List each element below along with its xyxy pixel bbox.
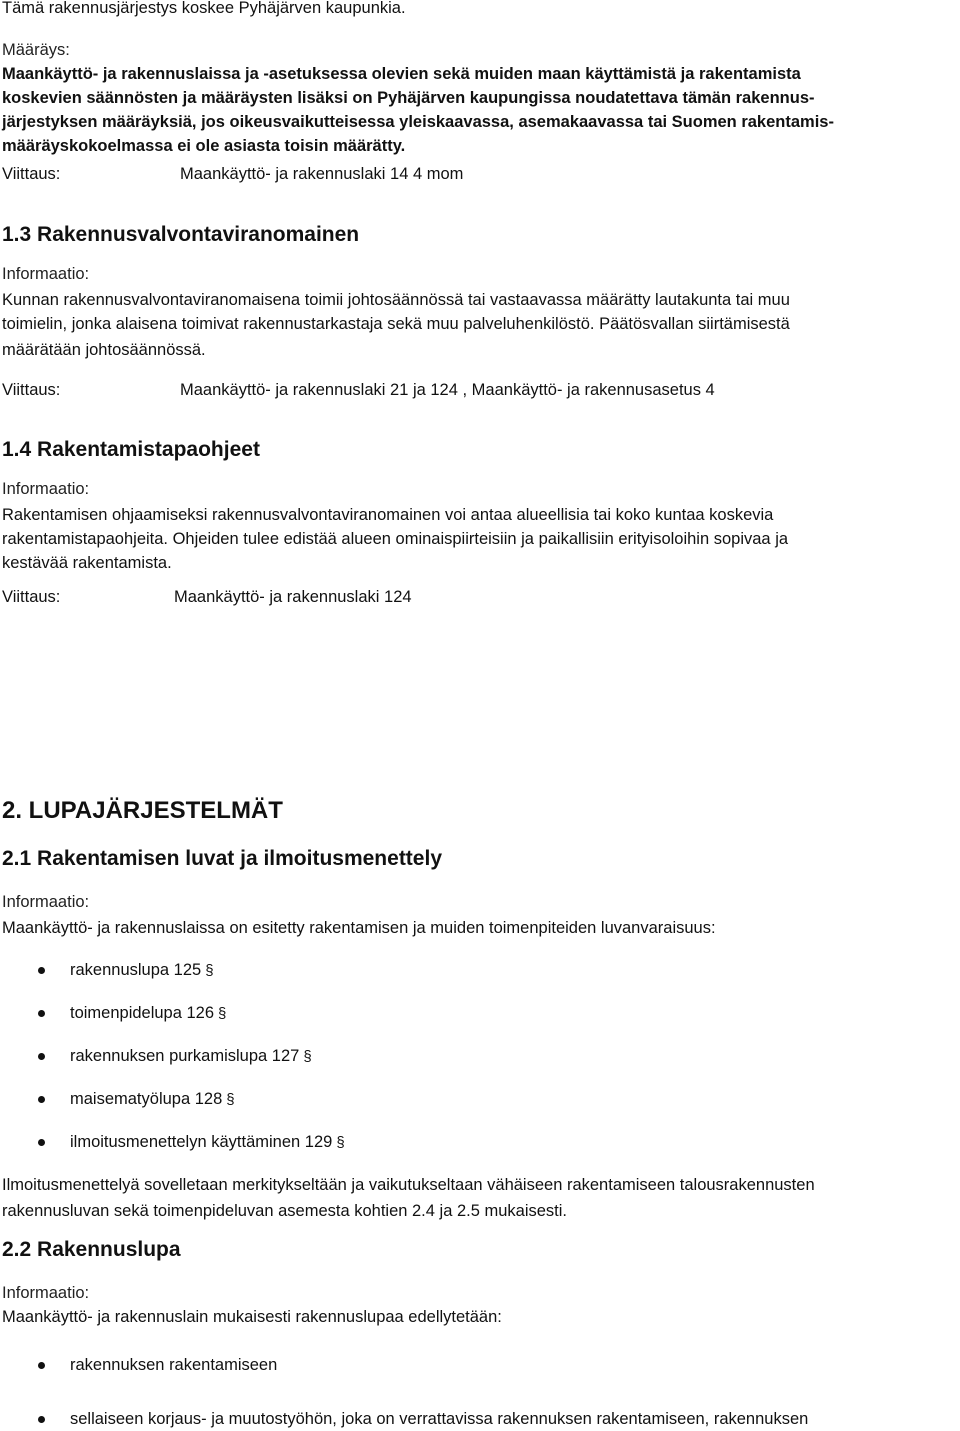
maarays-line-4: määräyskokoelmassa ei ole asiasta toisin määrätty. <box>2 137 406 155</box>
list-item: rakennuslupa 125 § <box>2 958 952 983</box>
lead-text: Maankäyttö- ja rakennuslain mukaisesti rakennuslupaa edellytetään: <box>2 1308 502 1326</box>
section-heading: 2.2 Rakennuslupa <box>2 1238 181 1261</box>
intro-text: Tämä rakennusjärjestys koskee Pyhäjärven kaupunkia. <box>2 0 406 17</box>
paragraph-line-3: määrätään johtosäännössä. <box>2 341 206 359</box>
list-item: sellaiseen korjaus- ja muutostyöhön, joka on verrattavissa rakennuksen rakentamiseen, rakennuksen <box>2 1407 952 1431</box>
paragraph-line-2: rakennusluvan sekä toimenpideluvan asemesta kohtien 2.4 ja 2.5 mukaisesti. <box>2 1202 567 1220</box>
list-item: maisematyölupa 128 § <box>2 1087 952 1112</box>
maarays-line-3: järjestyksen määräyksiä, jos oikeusvaikutteisessa yleiskaavassa, asemakaavassa tai Suomen rakentamis- <box>2 113 834 131</box>
paragraph-symbol: § <box>218 1005 227 1022</box>
maarays-line-2: koskevien säännösten ja määräysten lisäksi on Pyhäjärven kaupungissa noudatettava tämän rakennus- <box>2 89 815 107</box>
reference-label: Viittaus: <box>2 588 61 606</box>
section-heading: 2.1 Rakentamisen luvat ja ilmoitusmenettely <box>2 847 442 870</box>
maarays-line-1: Maankäyttö- ja rakennuslaissa ja -asetuksessa olevien sekä muiden maan käyttämistä ja rakentamista <box>2 65 801 83</box>
section-1-2 <box>2 38 952 186</box>
list-item: rakennuksen rakentamiseen <box>2 1353 952 1377</box>
section-heading: 1.3 Rakennusvalvontaviranomainen <box>2 223 360 246</box>
informaatio-label: Informaatio: <box>2 1284 90 1302</box>
list-item: ilmoitusmenettelyn käyttäminen 129 § <box>2 1130 952 1155</box>
paragraph-symbol: § <box>205 962 214 979</box>
paragraph-line-1: Rakentamisen ohjaamiseksi rakennusvalvontaviranomainen voi antaa alueellisia tai koko kuntaa koskevia <box>2 506 774 524</box>
reference-text: Maankäyttö- ja rakennuslaki 21 ja 124 , Maankäyttö- ja rakennusasetus 4 <box>180 381 715 399</box>
reference-label: Viittaus: <box>2 165 61 183</box>
reference-row <box>2 585 952 609</box>
paragraph-line-1: Kunnan rakennusvalvontaviranomaisena toimii johtosäännössä tai vastaavassa määrätty lautakunta tai muu <box>2 291 790 309</box>
list-item: toimenpidelupa 126 § <box>2 1001 952 1026</box>
paragraph-line-2: rakentamistapaohjeita. Ohjeiden tulee edistää alueen ominaispiirteisiin ja paikallisiin erityisoloihin sopivaa ja <box>2 530 789 548</box>
paragraph-line-1: Ilmoitusmenettelyä sovelletaan merkitykseltään ja vaikutukseltaan vähäiseen rakentamiseen talousrakennusten <box>2 1176 815 1194</box>
informaatio-label: Informaatio: <box>2 480 90 498</box>
section-paragraph <box>2 1173 952 1223</box>
paragraph-symbol: § <box>226 1091 235 1108</box>
permit-list <box>2 958 952 1155</box>
reference-row <box>2 378 952 402</box>
paragraph-line-2: toimielin, jonka alaisena toimivat rakennustarkastaja sekä muu palveluhenkilöstö. Päätösvallan siirtämisestä <box>2 315 790 333</box>
lead-text: Maankäyttö- ja rakennuslaissa on esitetty rakentamisen ja muiden toimenpiteiden luvanvaraisuus: <box>2 919 716 937</box>
paragraph-symbol: § <box>336 1134 345 1151</box>
reference-label: Viittaus: <box>2 381 61 399</box>
list-item: rakennuksen purkamislupa 127 § <box>2 1044 952 1069</box>
maarays-label: Määräys: <box>2 41 70 59</box>
informaatio-label: Informaatio: <box>2 893 90 911</box>
section-2-1 <box>2 846 952 1223</box>
section-paragraph <box>2 288 952 362</box>
reference-text: Maankäyttö- ja rakennuslaki 124 <box>174 588 412 606</box>
section-paragraph <box>2 503 952 575</box>
chapter-heading: 2. LUPAJÄRJESTELMÄT <box>2 797 283 824</box>
section-1-4 <box>2 437 952 609</box>
paragraph-symbol: § <box>303 1048 312 1065</box>
informaatio-label: Informaatio: <box>2 265 90 283</box>
section-2-2 <box>2 1237 952 1431</box>
section-heading: 1.4 Rakentamistapaohjeet <box>2 438 260 461</box>
reference-text: Maankäyttö- ja rakennuslaki 14 4 mom <box>180 165 464 183</box>
reference-row <box>2 162 952 186</box>
permit-requirement-list <box>2 1353 952 1431</box>
section-1-3 <box>2 222 952 402</box>
paragraph-line-3: kestävää rakentamista. <box>2 554 172 572</box>
